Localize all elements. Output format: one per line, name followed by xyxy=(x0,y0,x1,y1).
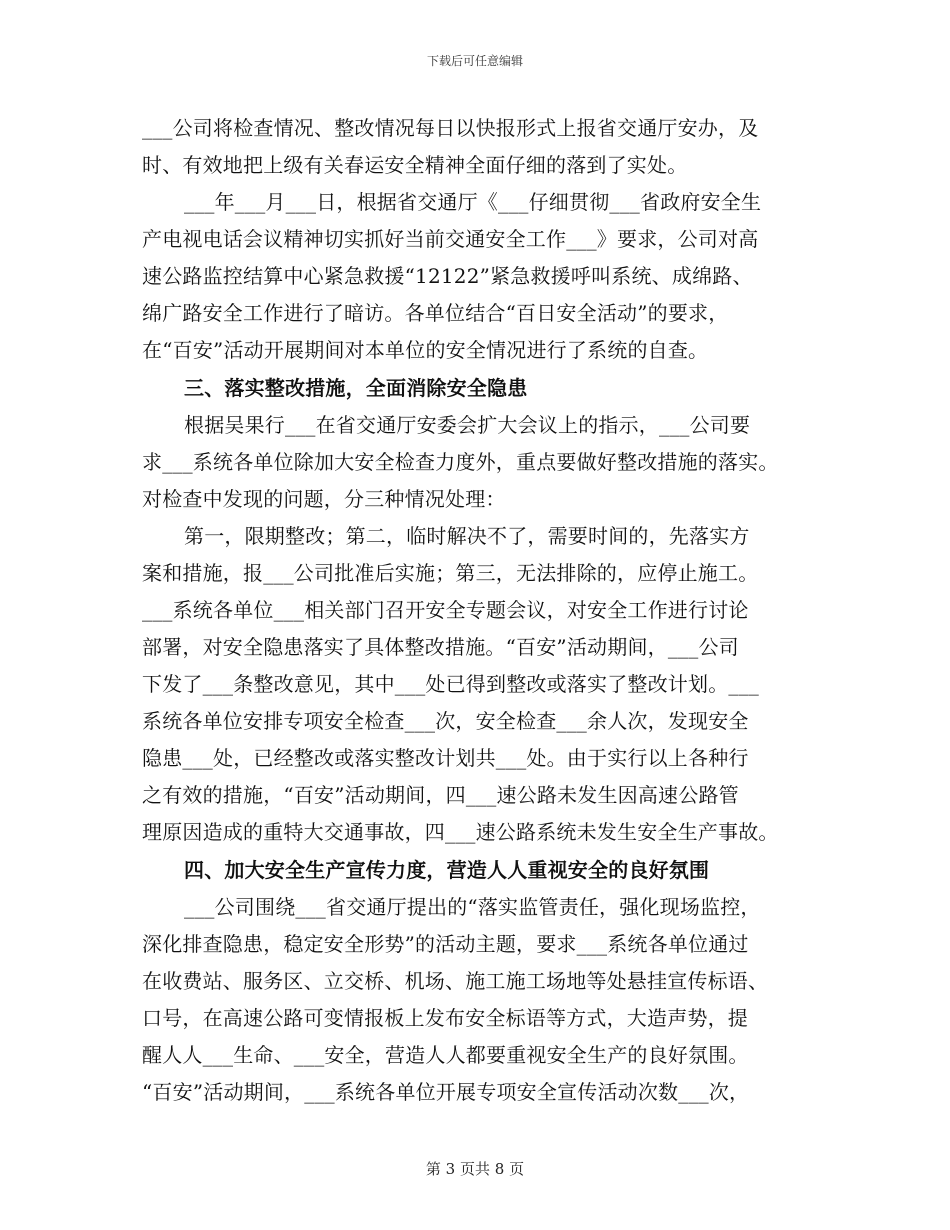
text-line: 深化排查隐患，稳定安全形势”的活动主题，要求___系统各单位通过 xyxy=(142,932,749,956)
text-line: 第一，限期整改；第二，临时解决不了，需要时间的，先落实方 xyxy=(184,524,750,548)
text-line: 醒人人___生命、___安全，营造人人都要重视安全生产的良好氛围。 xyxy=(142,1043,749,1067)
text-line: 在收费站、服务区、立交桥、机场、施工施工场地等处悬挂宣传标语、 xyxy=(142,969,769,993)
text-line: 之有效的措施，“百安”活动期间，四___速公路未发生因高速公路管 xyxy=(142,783,739,807)
text-line: 理原因造成的重特大交通事故，四___速公路系统未发生安全生产事故。 xyxy=(142,820,779,844)
text-line: 求___系统各单位除加大安全检查力度外，重点要做好整改措施的落实。 xyxy=(142,450,779,474)
text-line: 速公路监控结算中心紧急救援“12122”紧急救援呼叫系统、成绵路、 xyxy=(142,264,753,288)
page-header: 下载后可任意编辑 xyxy=(426,54,523,68)
text-line: 时、有效地把上级有关春运安全精神全面仔细的落到了实处。 xyxy=(142,153,688,177)
text-line: “百安”活动期间，___系统各单位开展专项安全宣传活动次数___次， xyxy=(142,1080,750,1104)
text-line: 口号，在高速公路可变情报板上发布安全标语等方式，大造声势，提 xyxy=(142,1006,748,1030)
text-line: 在“百安”活动开展期间对本单位的安全情况进行了系统的自查。 xyxy=(142,338,709,362)
page-footer: 第 3 页共 8 页 xyxy=(425,1160,525,1178)
text-line: 绵广路安全工作进行了暗访。各单位结合“百日安全活动”的要求， xyxy=(142,301,729,325)
text-line: 下发了___条整改意见，其中___处已得到整改或落实了整改计划。___ xyxy=(142,672,759,696)
text-line: 根据吴果行___在省交通厅安委会扩大会议上的指示，___公司要 xyxy=(184,413,751,437)
document-body xyxy=(142,110,810,1111)
text-line: 对检查中发现的问题，分三种情况处理： xyxy=(142,487,506,511)
text-line: 产电视电话会议精神切实抓好当前交通安全工作___》要求，公司对高 xyxy=(142,227,759,251)
text-line: ___系统各单位___相关部门召开安全专题会议，对安全工作进行讨论 xyxy=(142,598,749,622)
text-line: 案和措施，报___公司批准后实施；第三，无法排除的，应停止施工。 xyxy=(142,561,759,585)
text-line: ___公司将检查情况、整改情况每日以快报形式上报省交通厅安办，及 xyxy=(142,116,759,140)
text-line: ___年___月___日，根据省交通厅《___仔细贯彻___省政府安全生 xyxy=(184,190,762,214)
text-line: 部署，对安全隐患落实了具体整改措施。“百安”活动期间，___公司 xyxy=(142,635,739,659)
text-line: 系统各单位安排专项安全检查___次，安全检查___余人次，发现安全 xyxy=(142,709,749,733)
section-heading: 三、落实整改措施，全面消除安全隐患 xyxy=(184,376,528,400)
section-heading: 四、加大安全生产宣传力度，营造人人重视安全的良好氛围 xyxy=(184,858,710,882)
text-line: ___公司围绕___省交通厅提出的“落实监管责任，强化现场监控， xyxy=(184,895,761,919)
text-line: 隐患___处，已经整改或落实整改计划共___处。由于实行以上各种行 xyxy=(142,746,749,770)
